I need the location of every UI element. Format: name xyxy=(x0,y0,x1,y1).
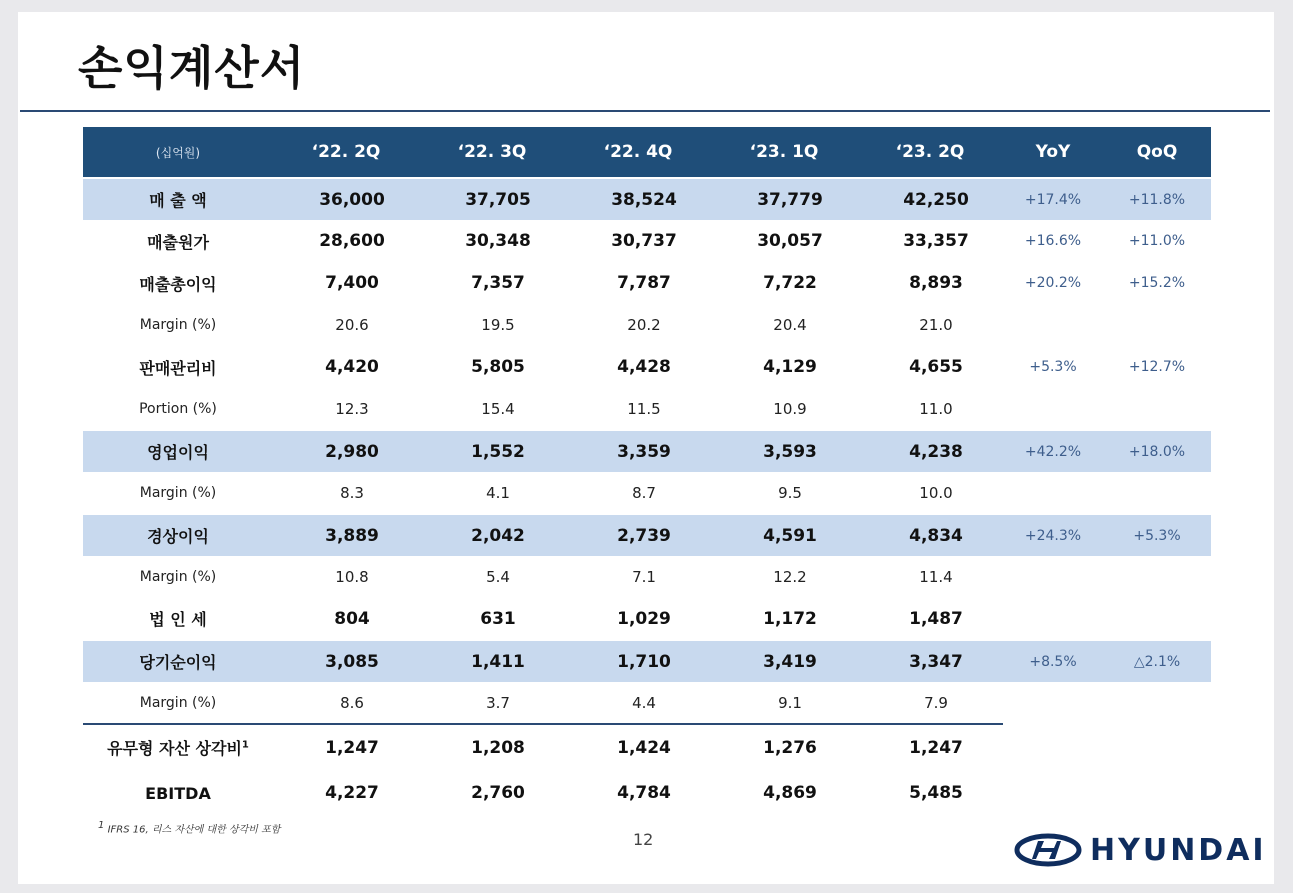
value-cell: 37,705 xyxy=(419,178,565,220)
value-cell: 9.5 xyxy=(778,483,802,502)
value-cell: 30,348 xyxy=(465,231,531,251)
value-cell: 37,779 xyxy=(711,178,857,220)
qoq-cell xyxy=(1103,472,1211,514)
row-label xyxy=(83,640,273,682)
qoq-cell: △2.1% xyxy=(1103,640,1211,682)
footnote-ref: 1 xyxy=(241,739,249,751)
value-cell: 8.7 xyxy=(632,483,656,502)
value-cell: 11.5 xyxy=(627,399,661,418)
value-cell: 4.4 xyxy=(632,693,656,712)
row-label xyxy=(83,770,273,816)
slide xyxy=(18,12,1274,884)
yoy-cell xyxy=(1003,724,1103,770)
value-cell: 8,893 xyxy=(909,273,963,293)
yoy-cell: +5.3% xyxy=(1029,359,1077,375)
income-statement-table xyxy=(83,127,1211,816)
row-label-text: Margin (%) xyxy=(139,694,217,711)
row-label-text: 판매관리비 xyxy=(139,358,217,378)
value-cell: 1,552 xyxy=(419,430,565,472)
row-label-text: 경상이익 xyxy=(147,527,209,546)
value-cell: 21.0 xyxy=(919,316,953,334)
yoy-cell xyxy=(1003,304,1103,346)
qoq-cell xyxy=(1103,724,1211,770)
yoy-cell: +20.2% xyxy=(1024,275,1082,291)
yoy-cell xyxy=(1003,556,1103,598)
value-cell: 12.2 xyxy=(773,568,807,586)
hyundai-emblem-icon xyxy=(1014,833,1082,867)
column-header-yoy: YoY xyxy=(1035,142,1071,162)
table-header-row xyxy=(83,127,1211,178)
row-label xyxy=(83,514,273,556)
hyundai-logo xyxy=(1014,830,1267,870)
footnote xyxy=(98,820,280,835)
value-cell: 1,276 xyxy=(711,724,857,770)
row-label-text: Portion (%) xyxy=(139,400,217,417)
value-cell: 4,869 xyxy=(763,783,817,803)
value-cell: 7,722 xyxy=(763,273,817,293)
qoq-cell xyxy=(1103,556,1211,598)
value-cell: 1,487 xyxy=(909,608,963,629)
value-cell: 11.0 xyxy=(919,399,953,418)
value-cell: 4,238 xyxy=(857,430,1003,472)
qoq-cell: +11.0% xyxy=(1128,233,1186,249)
qoq-cell xyxy=(1103,304,1211,346)
page-number: 12 xyxy=(633,830,654,849)
value-cell: 20.4 xyxy=(773,316,807,334)
table-row xyxy=(83,770,1211,816)
table-row xyxy=(83,346,1211,388)
row-label xyxy=(83,262,273,304)
qoq-cell xyxy=(1103,598,1211,640)
row-label xyxy=(83,220,273,262)
column-header: ‘22. 2Q xyxy=(311,142,381,162)
value-cell: 33,357 xyxy=(903,231,969,251)
footnote-text: IFRS 16, 리스 자산에 대한 상각비 포함 xyxy=(107,824,281,836)
row-label-text: 당기순이익 xyxy=(139,653,217,672)
value-cell: 4,129 xyxy=(763,357,817,377)
table-row xyxy=(83,640,1211,682)
value-cell: 7.9 xyxy=(924,693,948,712)
yoy-cell xyxy=(1003,770,1103,816)
page-title: 손익계산서 xyxy=(78,41,306,95)
table-row xyxy=(83,220,1211,262)
value-cell: 10.9 xyxy=(773,399,807,418)
qoq-cell xyxy=(1103,388,1211,430)
value-cell: 1,247 xyxy=(857,724,1003,770)
qoq-cell: +5.3% xyxy=(1103,514,1211,556)
yoy-cell xyxy=(1003,598,1103,640)
value-cell: 7.1 xyxy=(632,568,656,586)
row-label xyxy=(83,178,273,220)
value-cell: 2,739 xyxy=(565,514,711,556)
value-cell: 3,419 xyxy=(711,640,857,682)
row-label-text: 영업이익 xyxy=(147,443,209,462)
yoy-cell: +24.3% xyxy=(1003,514,1103,556)
row-label-text: 법 인 세 xyxy=(149,610,207,629)
value-cell: 4,227 xyxy=(325,783,379,803)
value-cell: 5,805 xyxy=(471,357,525,377)
value-cell: 1,029 xyxy=(617,608,671,629)
value-cell: 631 xyxy=(480,608,516,629)
title-divider xyxy=(20,110,1270,112)
unit-label: (십억원) xyxy=(155,145,201,160)
value-cell: 1,710 xyxy=(565,640,711,682)
value-cell: 2,042 xyxy=(419,514,565,556)
value-cell: 20.2 xyxy=(627,316,661,334)
table-row xyxy=(83,682,1211,724)
row-label xyxy=(83,598,273,640)
value-cell: 11.4 xyxy=(919,568,953,586)
value-cell: 30,737 xyxy=(611,231,677,251)
value-cell: 12.3 xyxy=(335,399,369,418)
row-label-text: 매 출 액 xyxy=(149,191,207,210)
value-cell: 10.0 xyxy=(919,483,953,502)
table-row xyxy=(83,430,1211,472)
row-label-text: Margin (%) xyxy=(139,317,217,333)
value-cell: 1,247 xyxy=(273,724,419,770)
value-cell: 4.1 xyxy=(486,483,510,502)
row-label-text: 매출총이익 xyxy=(139,274,217,294)
qoq-cell xyxy=(1103,682,1211,724)
table-row xyxy=(83,304,1211,346)
qoq-cell: +18.0% xyxy=(1103,430,1211,472)
row-label xyxy=(83,430,273,472)
value-cell: 4,655 xyxy=(909,357,963,377)
value-cell: 1,424 xyxy=(565,724,711,770)
table-row xyxy=(83,556,1211,598)
table-row xyxy=(83,262,1211,304)
value-cell: 10.8 xyxy=(335,568,369,586)
table-row xyxy=(83,178,1211,220)
value-cell: 5,485 xyxy=(909,783,963,803)
row-label xyxy=(83,472,273,514)
qoq-cell: +12.7% xyxy=(1128,359,1186,375)
value-cell: 15.4 xyxy=(481,399,515,418)
row-label xyxy=(83,388,273,430)
table-row xyxy=(83,472,1211,514)
value-cell: 38,524 xyxy=(565,178,711,220)
value-cell: 4,428 xyxy=(617,357,671,377)
value-cell: 1,411 xyxy=(419,640,565,682)
value-cell: 2,980 xyxy=(273,430,419,472)
table-row xyxy=(83,724,1211,770)
table-body xyxy=(83,178,1211,816)
value-cell: 1,172 xyxy=(763,608,817,629)
column-header-qoq: QoQ xyxy=(1136,142,1178,162)
value-cell: 3.7 xyxy=(486,693,510,712)
column-header: ‘23. 1Q xyxy=(749,142,819,162)
logo-text: HYUNDAI xyxy=(1090,832,1267,868)
row-label-text: 유무형 자산 상각비 xyxy=(107,739,242,758)
table-row xyxy=(83,598,1211,640)
yoy-cell: +16.6% xyxy=(1024,233,1082,249)
qoq-cell xyxy=(1103,770,1211,816)
value-cell: 3,593 xyxy=(711,430,857,472)
value-cell: 4,420 xyxy=(325,357,379,377)
yoy-cell: +8.5% xyxy=(1003,640,1103,682)
row-label xyxy=(83,346,273,388)
yoy-cell: +17.4% xyxy=(1003,178,1103,220)
value-cell: 3,347 xyxy=(857,640,1003,682)
row-label-text: Margin (%) xyxy=(139,484,217,501)
qoq-cell: +11.8% xyxy=(1103,178,1211,220)
yoy-cell: +42.2% xyxy=(1003,430,1103,472)
qoq-cell: +15.2% xyxy=(1128,275,1186,291)
row-label xyxy=(83,682,273,724)
value-cell: 42,250 xyxy=(857,178,1003,220)
value-cell: 1,208 xyxy=(419,724,565,770)
value-cell: 8.3 xyxy=(340,483,364,502)
row-label-text: 매출원가 xyxy=(147,232,209,252)
value-cell: 28,600 xyxy=(319,231,385,251)
value-cell: 804 xyxy=(334,608,370,629)
table-row xyxy=(83,514,1211,556)
column-header: ‘22. 3Q xyxy=(457,142,527,162)
value-cell: 7,787 xyxy=(617,273,671,293)
yoy-cell xyxy=(1003,682,1103,724)
column-header: ‘22. 4Q xyxy=(603,142,673,162)
column-header: ‘23. 2Q xyxy=(895,142,965,162)
value-cell: 7,357 xyxy=(471,273,525,293)
value-cell: 36,000 xyxy=(273,178,419,220)
value-cell: 3,085 xyxy=(273,640,419,682)
row-label xyxy=(83,556,273,598)
footnote-mark: 1 xyxy=(98,820,105,831)
row-label xyxy=(83,724,273,770)
yoy-cell xyxy=(1003,472,1103,514)
table-row xyxy=(83,388,1211,430)
value-cell: 4,834 xyxy=(857,514,1003,556)
value-cell: 20.6 xyxy=(335,316,369,334)
row-label xyxy=(83,304,273,346)
value-cell: 7,400 xyxy=(325,273,379,293)
value-cell: 8.6 xyxy=(340,693,364,712)
value-cell: 2,760 xyxy=(471,783,525,803)
value-cell: 19.5 xyxy=(481,316,515,334)
value-cell: 3,359 xyxy=(565,430,711,472)
value-cell: 30,057 xyxy=(757,231,823,251)
row-label-text: EBITDA xyxy=(145,783,211,803)
value-cell: 9.1 xyxy=(778,693,802,712)
yoy-cell xyxy=(1003,388,1103,430)
value-cell: 4,784 xyxy=(617,783,671,803)
row-label-text: Margin (%) xyxy=(139,569,217,585)
value-cell: 4,591 xyxy=(711,514,857,556)
value-cell: 3,889 xyxy=(273,514,419,556)
value-cell: 5.4 xyxy=(486,568,510,586)
